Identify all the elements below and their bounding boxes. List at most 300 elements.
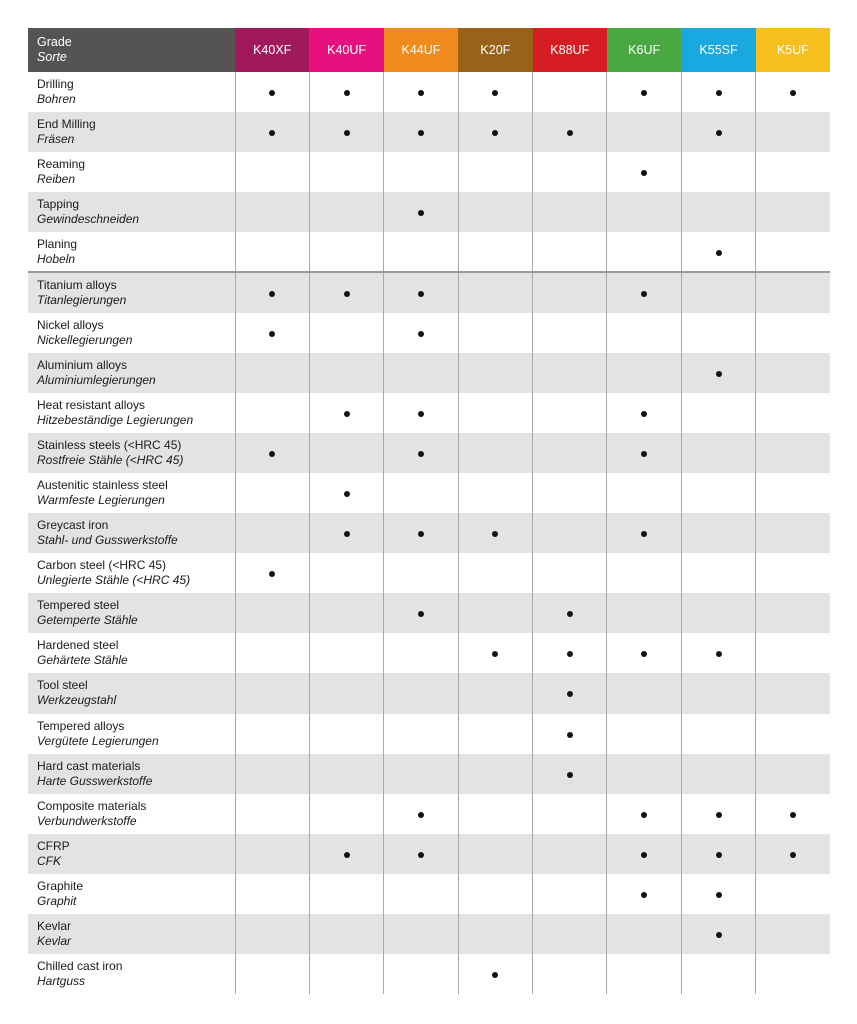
grade-cell-k44uf: [384, 272, 458, 312]
suitability-dot-icon: [716, 892, 722, 898]
grade-cell-k88uf: [533, 794, 607, 834]
grade-cell-k20f: [458, 714, 532, 754]
grade-cell-k88uf: [533, 433, 607, 473]
row-label-en: Tempered steel: [37, 598, 120, 613]
grade-column-k55sf: K55SF: [681, 28, 755, 72]
grade-cell-k40uf: [309, 272, 383, 312]
table-body: [28, 72, 830, 994]
grade-cell-k40xf: [235, 914, 309, 954]
row-label-de: Titanlegierungen: [37, 293, 127, 308]
suitability-dot-icon: [567, 732, 573, 738]
row-label-en: CFRP: [37, 838, 70, 853]
grade-cell-k44uf: [384, 914, 458, 954]
table-row: [28, 473, 830, 513]
suitability-dot-icon: [418, 531, 424, 537]
grade-cell-k55sf: [681, 433, 755, 473]
grade-cell-k55sf: [681, 473, 755, 513]
grade-cell-k88uf: [533, 72, 607, 112]
grade-cell-k44uf: [384, 553, 458, 593]
grade-cell-k6uf: [607, 272, 681, 312]
row-label-en: Greycast iron: [37, 518, 109, 533]
grade-cell-k6uf: [607, 954, 681, 994]
table-row: [28, 313, 830, 353]
grade-cell-k5uf: [756, 633, 830, 673]
grade-cell-k55sf: [681, 272, 755, 312]
grade-cell-k5uf: [756, 272, 830, 312]
table-row: [28, 112, 830, 152]
grade-cell-k5uf: [756, 513, 830, 553]
row-label-de: Nickellegierungen: [37, 332, 133, 347]
row-label-en: Stainless steels (<HRC 45): [37, 437, 182, 452]
table-row: [28, 232, 830, 272]
suitability-dot-icon: [641, 651, 647, 657]
grade-cell-k6uf: [607, 112, 681, 152]
row-label-en: Titanium alloys: [37, 278, 117, 293]
grade-cell-k44uf: [384, 834, 458, 874]
row-label-en: Hard cast materials: [37, 758, 141, 773]
grade-cell-k5uf: [756, 754, 830, 794]
grade-cell-k40uf: [309, 874, 383, 914]
grade-cell-k88uf: [533, 673, 607, 713]
grade-cell-k40uf: [309, 553, 383, 593]
grade-cell-k55sf: [681, 633, 755, 673]
table-row: [28, 433, 830, 473]
suitability-dot-icon: [344, 852, 350, 858]
row-label: [28, 673, 235, 713]
suitability-dot-icon: [716, 90, 722, 96]
row-label-en: Heat resistant alloys: [37, 397, 146, 412]
suitability-dot-icon: [641, 812, 647, 818]
grade-cell-k55sf: [681, 754, 755, 794]
row-label-en: Austenitic stainless steel: [37, 477, 168, 492]
row-label-en: Kevlar: [37, 919, 72, 934]
grade-table: [28, 28, 830, 994]
row-label: [28, 794, 235, 834]
grade-cell-k44uf: [384, 593, 458, 633]
grade-cell-k40uf: [309, 152, 383, 192]
grade-cell-k40uf: [309, 754, 383, 794]
row-label: [28, 553, 235, 593]
grade-cell-k5uf: [756, 353, 830, 393]
table-row: [28, 874, 830, 914]
grade-cell-k6uf: [607, 72, 681, 112]
grade-cell-k6uf: [607, 232, 681, 272]
grade-cell-k55sf: [681, 393, 755, 433]
grade-cell-k40uf: [309, 112, 383, 152]
row-label-en: End Milling: [37, 117, 96, 132]
grade-cell-k5uf: [756, 112, 830, 152]
grade-column-k6uf: K6UF: [607, 28, 681, 72]
grade-column-k5uf: K5UF: [756, 28, 830, 72]
row-label-en: Graphite: [37, 878, 84, 893]
table-row: [28, 72, 830, 112]
grade-cell-k5uf: [756, 192, 830, 232]
row-label-en: Hardened steel: [37, 638, 119, 653]
grade-cell-k55sf: [681, 914, 755, 954]
suitability-dot-icon: [418, 611, 424, 617]
grade-cell-k40xf: [235, 754, 309, 794]
suitability-dot-icon: [567, 772, 573, 778]
grade-cell-k44uf: [384, 794, 458, 834]
grade-cell-k20f: [458, 393, 532, 433]
grade-cell-k5uf: [756, 954, 830, 994]
grade-cell-k6uf: [607, 152, 681, 192]
row-label-de: Verbundwerkstoffe: [37, 813, 137, 828]
grade-cell-k5uf: [756, 232, 830, 272]
table-row: [28, 553, 830, 593]
grade-cell-k44uf: [384, 673, 458, 713]
suitability-dot-icon: [641, 852, 647, 858]
row-label-en: Tapping: [37, 197, 80, 212]
row-label-en: Reaming: [37, 157, 86, 172]
grade-column-k40xf: K40XF: [235, 28, 309, 72]
grade-cell-k5uf: [756, 593, 830, 633]
grade-cell-k40uf: [309, 313, 383, 353]
suitability-dot-icon: [418, 331, 424, 337]
grade-column-k44uf: K44UF: [384, 28, 458, 72]
grade-cell-k44uf: [384, 393, 458, 433]
grade-cell-k40xf: [235, 673, 309, 713]
grade-cell-k20f: [458, 152, 532, 192]
grade-column-k20f: K20F: [458, 28, 532, 72]
suitability-dot-icon: [567, 651, 573, 657]
grade-header-en: Grade: [37, 35, 72, 49]
suitability-dot-icon: [344, 90, 350, 96]
grade-cell-k55sf: [681, 834, 755, 874]
table-row: [28, 393, 830, 433]
row-label-de: Aluminiumlegierungen: [37, 372, 156, 387]
grade-cell-k20f: [458, 272, 532, 312]
suitability-dot-icon: [716, 852, 722, 858]
row-label-de: Gewindeschneiden: [37, 212, 140, 227]
table-row: [28, 954, 830, 994]
grade-cell-k20f: [458, 954, 532, 994]
grade-cell-k40xf: [235, 72, 309, 112]
suitability-dot-icon: [567, 611, 573, 617]
grade-cell-k40uf: [309, 834, 383, 874]
grade-cell-k88uf: [533, 393, 607, 433]
suitability-dot-icon: [344, 531, 350, 537]
grade-cell-k55sf: [681, 513, 755, 553]
grade-cell-k40xf: [235, 152, 309, 192]
grade-cell-k5uf: [756, 914, 830, 954]
row-label-de: Hitzebeständige Legierungen: [37, 412, 194, 427]
table-row: [28, 272, 830, 312]
row-label: [28, 313, 235, 353]
row-label: [28, 72, 235, 112]
grade-cell-k40xf: [235, 513, 309, 553]
suitability-dot-icon: [492, 130, 498, 136]
grade-cell-k40uf: [309, 433, 383, 473]
grade-cell-k40uf: [309, 353, 383, 393]
grade-cell-k44uf: [384, 192, 458, 232]
grade-cell-k44uf: [384, 473, 458, 513]
grade-cell-k88uf: [533, 152, 607, 192]
grade-cell-k40xf: [235, 633, 309, 673]
table-row: [28, 673, 830, 713]
row-label: [28, 152, 235, 192]
row-label-de: Werkzeugstahl: [37, 693, 117, 708]
grade-cell-k20f: [458, 232, 532, 272]
grade-cell-k6uf: [607, 673, 681, 713]
grade-cell-k20f: [458, 593, 532, 633]
row-label-de: CFK: [37, 853, 61, 868]
grade-cell-k20f: [458, 353, 532, 393]
grade-cell-k6uf: [607, 914, 681, 954]
grade-column-k88uf: K88UF: [533, 28, 607, 72]
grade-cell-k5uf: [756, 473, 830, 513]
grade-cell-k6uf: [607, 313, 681, 353]
grade-cell-k5uf: [756, 553, 830, 593]
grade-cell-k20f: [458, 473, 532, 513]
suitability-dot-icon: [567, 130, 573, 136]
row-label-de: Vergütete Legierungen: [37, 733, 159, 748]
grade-cell-k88uf: [533, 232, 607, 272]
grade-cell-k88uf: [533, 714, 607, 754]
row-label-de: Rostfreie Stähle (<HRC 45): [37, 452, 184, 467]
table-row: [28, 353, 830, 393]
table-row: [28, 152, 830, 192]
grade-cell-k88uf: [533, 834, 607, 874]
table-row: [28, 714, 830, 754]
grade-cell-k44uf: [384, 714, 458, 754]
grade-cell-k40uf: [309, 914, 383, 954]
table-row: [28, 513, 830, 553]
grade-cell-k40uf: [309, 72, 383, 112]
table-row: [28, 834, 830, 874]
grade-cell-k6uf: [607, 834, 681, 874]
suitability-dot-icon: [641, 451, 647, 457]
grade-cell-k40xf: [235, 313, 309, 353]
grade-cell-k20f: [458, 513, 532, 553]
row-label-de: Graphit: [37, 893, 77, 908]
grade-cell-k88uf: [533, 633, 607, 673]
table-row: [28, 754, 830, 794]
row-label-en: Planing: [37, 236, 78, 251]
suitability-dot-icon: [716, 812, 722, 818]
grade-cell-k44uf: [384, 754, 458, 794]
suitability-dot-icon: [344, 491, 350, 497]
grade-cell-k44uf: [384, 232, 458, 272]
grade-cell-k40uf: [309, 794, 383, 834]
grade-cell-k88uf: [533, 272, 607, 312]
suitability-dot-icon: [418, 210, 424, 216]
grade-cell-k20f: [458, 673, 532, 713]
grade-cell-k88uf: [533, 192, 607, 232]
grade-cell-k40xf: [235, 272, 309, 312]
row-label-de: Harte Gusswerkstoffe: [37, 773, 153, 788]
row-label: [28, 393, 235, 433]
grade-cell-k6uf: [607, 754, 681, 794]
grade-cell-k88uf: [533, 914, 607, 954]
suitability-dot-icon: [418, 130, 424, 136]
grade-cell-k5uf: [756, 433, 830, 473]
grade-cell-k40xf: [235, 954, 309, 994]
grade-cell-k40xf: [235, 553, 309, 593]
row-label-de: Bohren: [37, 92, 76, 107]
grade-cell-k55sf: [681, 353, 755, 393]
grade-cell-k20f: [458, 112, 532, 152]
grade-cell-k20f: [458, 72, 532, 112]
row-label: [28, 633, 235, 673]
grade-cell-k6uf: [607, 874, 681, 914]
suitability-dot-icon: [641, 90, 647, 96]
suitability-dot-icon: [716, 932, 722, 938]
grade-cell-k55sf: [681, 152, 755, 192]
grade-cell-k6uf: [607, 192, 681, 232]
grade-cell-k6uf: [607, 593, 681, 633]
row-label: [28, 714, 235, 754]
row-label-de: Unlegierte Stähle (<HRC 45): [37, 573, 191, 588]
suitability-dot-icon: [641, 411, 647, 417]
grade-cell-k55sf: [681, 954, 755, 994]
grade-cell-k88uf: [533, 954, 607, 994]
suitability-dot-icon: [344, 130, 350, 136]
suitability-dot-icon: [790, 90, 796, 96]
grade-cell-k40uf: [309, 673, 383, 713]
grade-cell-k55sf: [681, 673, 755, 713]
grade-cell-k6uf: [607, 714, 681, 754]
suitability-dot-icon: [418, 291, 424, 297]
row-label: [28, 192, 235, 232]
grade-cell-k40uf: [309, 473, 383, 513]
grade-cell-k20f: [458, 914, 532, 954]
suitability-dot-icon: [567, 691, 573, 697]
suitability-dot-icon: [269, 90, 275, 96]
grade-cell-k40xf: [235, 714, 309, 754]
grade-cell-k44uf: [384, 513, 458, 553]
suitability-dot-icon: [269, 571, 275, 577]
grade-cell-k88uf: [533, 112, 607, 152]
row-label-en: Aluminium alloys: [37, 357, 128, 372]
row-label-en: Composite materials: [37, 798, 147, 813]
grade-cell-k5uf: [756, 72, 830, 112]
row-label: [28, 513, 235, 553]
grade-cell-k5uf: [756, 393, 830, 433]
grade-cell-k6uf: [607, 633, 681, 673]
row-label-de: Reiben: [37, 172, 76, 187]
suitability-dot-icon: [418, 90, 424, 96]
row-label: [28, 353, 235, 393]
grade-cell-k88uf: [533, 353, 607, 393]
grade-cell-k20f: [458, 553, 532, 593]
grade-cell-k5uf: [756, 673, 830, 713]
row-label: [28, 112, 235, 152]
grade-cell-k44uf: [384, 874, 458, 914]
grade-cell-k5uf: [756, 714, 830, 754]
grade-cell-k88uf: [533, 473, 607, 513]
grade-cell-k20f: [458, 874, 532, 914]
grade-cell-k44uf: [384, 313, 458, 353]
grade-cell-k40uf: [309, 232, 383, 272]
grade-cell-k20f: [458, 192, 532, 232]
grade-cell-k40xf: [235, 353, 309, 393]
table-row: [28, 192, 830, 232]
row-label: [28, 754, 235, 794]
row-label: [28, 433, 235, 473]
suitability-dot-icon: [641, 291, 647, 297]
grade-column-k40uf: K40UF: [309, 28, 383, 72]
grade-cell-k5uf: [756, 874, 830, 914]
suitability-dot-icon: [641, 892, 647, 898]
grade-cell-k20f: [458, 794, 532, 834]
grade-cell-k40xf: [235, 794, 309, 834]
grade-cell-k44uf: [384, 954, 458, 994]
suitability-dot-icon: [641, 170, 647, 176]
suitability-dot-icon: [492, 651, 498, 657]
suitability-dot-icon: [716, 130, 722, 136]
row-label: [28, 272, 235, 312]
row-label-en: Drilling: [37, 77, 74, 92]
row-label: [28, 473, 235, 513]
row-label-de: Stahl- und Gusswerkstoffe: [37, 533, 178, 548]
grade-cell-k55sf: [681, 874, 755, 914]
grade-cell-k6uf: [607, 433, 681, 473]
row-label-en: Tempered alloys: [37, 718, 125, 733]
suitability-dot-icon: [716, 250, 722, 256]
grade-cell-k40uf: [309, 393, 383, 433]
grade-cell-k20f: [458, 633, 532, 673]
row-label-en: Tool steel: [37, 678, 88, 693]
grade-cell-k88uf: [533, 874, 607, 914]
suitability-dot-icon: [716, 371, 722, 377]
suitability-dot-icon: [790, 812, 796, 818]
grade-cell-k44uf: [384, 353, 458, 393]
grade-cell-k55sf: [681, 192, 755, 232]
grade-cell-k6uf: [607, 553, 681, 593]
grade-cell-k40xf: [235, 473, 309, 513]
table-header-row: [28, 28, 830, 72]
row-label: [28, 954, 235, 994]
grade-cell-k20f: [458, 313, 532, 353]
grade-cell-k40xf: [235, 393, 309, 433]
grade-cell-k40uf: [309, 714, 383, 754]
grade-cell-k44uf: [384, 112, 458, 152]
grade-cell-k55sf: [681, 232, 755, 272]
grade-cell-k6uf: [607, 794, 681, 834]
grade-cell-k20f: [458, 433, 532, 473]
grade-cell-k55sf: [681, 313, 755, 353]
suitability-dot-icon: [641, 531, 647, 537]
suitability-dot-icon: [716, 651, 722, 657]
grade-cell-k88uf: [533, 553, 607, 593]
row-label: [28, 914, 235, 954]
grade-cell-k88uf: [533, 593, 607, 633]
grade-cell-k40uf: [309, 192, 383, 232]
grade-cell-k55sf: [681, 794, 755, 834]
grade-cell-k44uf: [384, 633, 458, 673]
table-row: [28, 914, 830, 954]
suitability-dot-icon: [418, 451, 424, 457]
suitability-dot-icon: [790, 852, 796, 858]
grade-cell-k40xf: [235, 433, 309, 473]
grade-cell-k88uf: [533, 754, 607, 794]
grade-cell-k40xf: [235, 192, 309, 232]
grade-cell-k40uf: [309, 513, 383, 553]
grade-cell-k20f: [458, 754, 532, 794]
grade-cell-k40xf: [235, 232, 309, 272]
row-label-en: Carbon steel (<HRC 45): [37, 558, 167, 573]
grade-cell-k40uf: [309, 954, 383, 994]
grade-cell-k40xf: [235, 834, 309, 874]
row-label: [28, 593, 235, 633]
grade-cell-k6uf: [607, 473, 681, 513]
grade-cell-k5uf: [756, 152, 830, 192]
grade-cell-k5uf: [756, 313, 830, 353]
suitability-dot-icon: [344, 411, 350, 417]
grade-cell-k44uf: [384, 433, 458, 473]
suitability-dot-icon: [269, 291, 275, 297]
